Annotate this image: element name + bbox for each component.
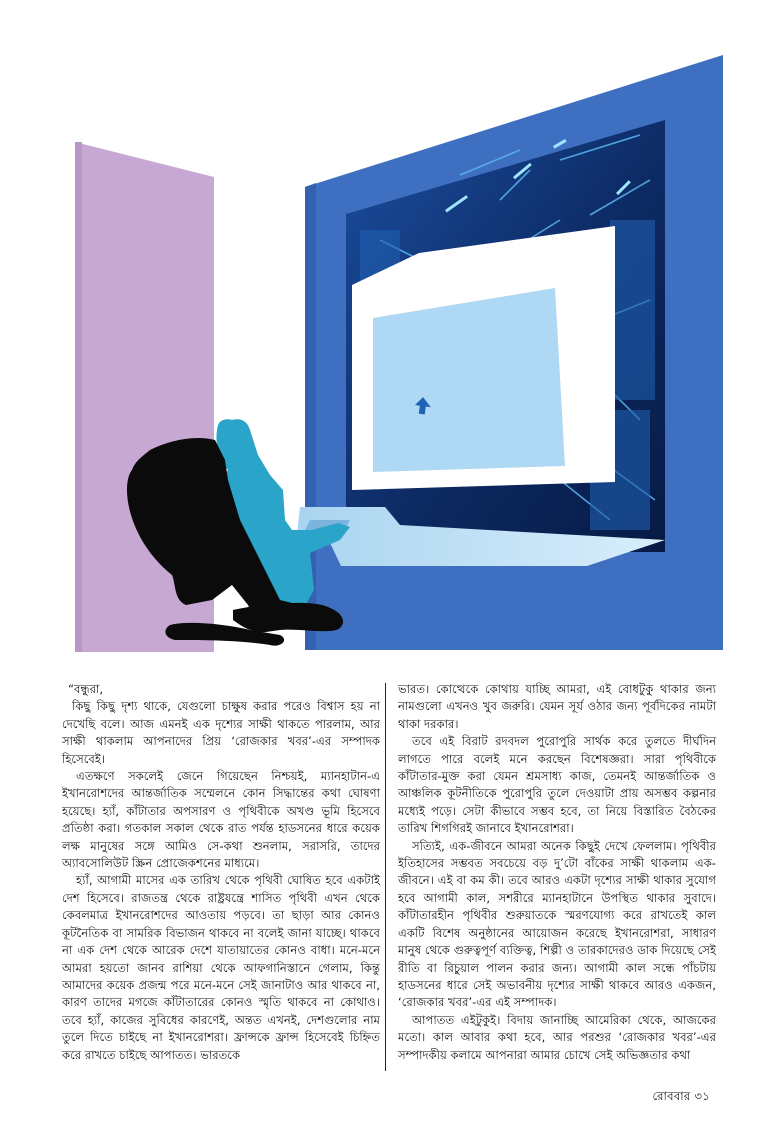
paragraph: এতক্ষণে সকলেই জেনে গিয়েছেন নিশ্চয়ই, ম্যানহাটান-এ ইখানরোশদের আন্তর্জাতিক সম্মেলনে কোন সিদ্ধান্তের কথা ঘোষণা হয়েছে। হ্যাঁ, কাঁটাতার অপসারণ ও পৃথিবীকে অখণ্ড ভূমি হিসেবে প্রতিষ্ঠা করা। গতকাল সকাল থেকে রাত পর্যন্ত হাডসনের ধারে কয়েক লক্ষ মানুষের সঙ্গে আমিও সে-কথা শুনলাম, সরাসরি, তাদের অ্যাবসোলিউট স্ক্রিন প্রোজেকশনের মাধ্যমে। (62, 769, 380, 871)
article-column-left (62, 681, 380, 1064)
page-footer (653, 1088, 710, 1107)
column-divider (385, 683, 386, 1071)
paragraph: হ্যাঁ, আগামী মাসের এক তারিখ থেকে পৃথিবী ঘোষিত হবে একটাই দেশ হিসেবে। রাজতন্ত্র থেকে রাষ্ট্রযন্ত্রে শাসিত পৃথিবী এখন থেকে কেবলমাত্র ইখানরোশদের আওতায় পড়বে। তা ছাড়া আর কোনও কূটনৈতিক বা সামরিক বিভাজন থাকবে না বলেই জানা যাচ্ছে। থাকবে না এক দেশ থেকে আরেক দেশে যাতায়াতের কোনও বাধা। মনে-মনে আমরা হয়তো জানব রাশিয়া থেকে আফগানিস্তানে গেলাম, কিন্তু আমাদের কয়েক প্রজন্ম পরে মনে-মনে সেই জানাটাও আর থাকবে না, কারণ তাদের মগজে কাঁটাতারের কোনও স্মৃতি থাকবে না কোথাও। তবে হ্যাঁ, কাজের সুবিধের কারণেই, অন্তত এখনই, দেশগুলোর নাম তুলে দিতে চাইছে না ইখানরোশরা। ফ্রান্সকে ফ্রান্স হিসেবেই চিহ্নিত করে রাখতে চাইছে আপাতত। ভারতকে (62, 873, 380, 1062)
paragraph: তবে এই বিরাট রদবদল পুরোপুরি সার্থক করে তুলতে দীর্ঘদিন লাগতে পারে বলেই মনে করছেন বিশেষজ্ঞরা। সারা পৃথিবীকে কাঁটাতার-মুক্ত করা যেমন শ্রমসাধ্য কাজ, তেমনই আন্তর্জাতিক ও আঞ্চলিক কূটনীতিকে পুরোপুরি তুলে দেওয়াটা প্রায় অসম্ভব কল্পনার মধ্যেই পড়ে। সেটা কীভাবে সম্ভব হবে, তা নিয়ে বিস্তারিত বৈঠকের তারিখ শিগগিরই জানাবে ইখানরোশরা। (398, 734, 716, 836)
paragraph: ভারত। কোত্থেকে কোথায় যাচ্ছি আমরা, এই বোধটুকু থাকার জন্য নামগুলো এখনও খুব জরুরি। যেমন সূর্য ওঠার জন্য পূর্বদিকের নামটা থাকা দরকার। (398, 682, 716, 731)
salutation: “বন্ধুরা, (68, 682, 104, 696)
paragraph: সত্যিই, এক-জীবনে আমরা অনেক কিছুই দেখে ফেললাম। পৃথিবীর ইতিহাসের সম্ভবত সবচেয়ে বড় দু’টো বাঁকের সাক্ষী থাকলাম এক-জীবনে। এই বা কম কী। তবে আরও একটা দৃশ্যের সাক্ষী থাকার সুযোগ হবে আগামী কাল, সশরীরে ম্যানহাটানে উপস্থিত থাকার সুবাদে। কাঁটাতারহীন পৃথিবীর শুরুয়াতকে স্মরণযোগ্য করে রাখতেই কাল একটি বিশেষ অনুষ্ঠানের আয়োজন করেছে ইখানরোশরা, সাধারণ মানুষ থেকে গুরুত্বপূর্ণ ব্যক্তিত্ব, শিল্পী ও তারকাদেরও ডাক দিয়েছে সেই রীতি বা রিচুয়াল পালন করার জন্য। আগামী কাল সন্ধে পাঁচটায় হাডসনের ধারে সেই অভাবনীয় দৃশ্যের সাক্ষী থাকবে আরও একজন, ‘রোজকার খবর’-এর এই সম্পাদক। (398, 838, 716, 1010)
page-number-label: রোববার ৩১ (652, 1089, 710, 1103)
paragraph: আপাতত এইটুকুই। বিদায় জানাচ্ছি আমেরিকা থেকে, আজকের মতো। কাল আবার কথা হবে, আর পরশুর ‘রোজকার খবর’-এর সম্পাদকীয় কলামে আপনারা আমার চোখে সেই অভিজ্ঞতার কথা (398, 1012, 716, 1062)
paragraph: কিছু কিছু দৃশ্য থাকে, যেগুলো চাক্ষুষ করার পরেও বিশ্বাস হয় না দেখেছি বলে। আজ এমনই এক দৃশ্যের সাক্ষী থাকতে পারলাম, আর সাক্ষী থাকলাম আপনাদের প্রিয় ‘রোজকার খবর’-এর সম্পাদক হিসেবেই। (62, 699, 380, 766)
article-column-right (398, 681, 716, 1064)
